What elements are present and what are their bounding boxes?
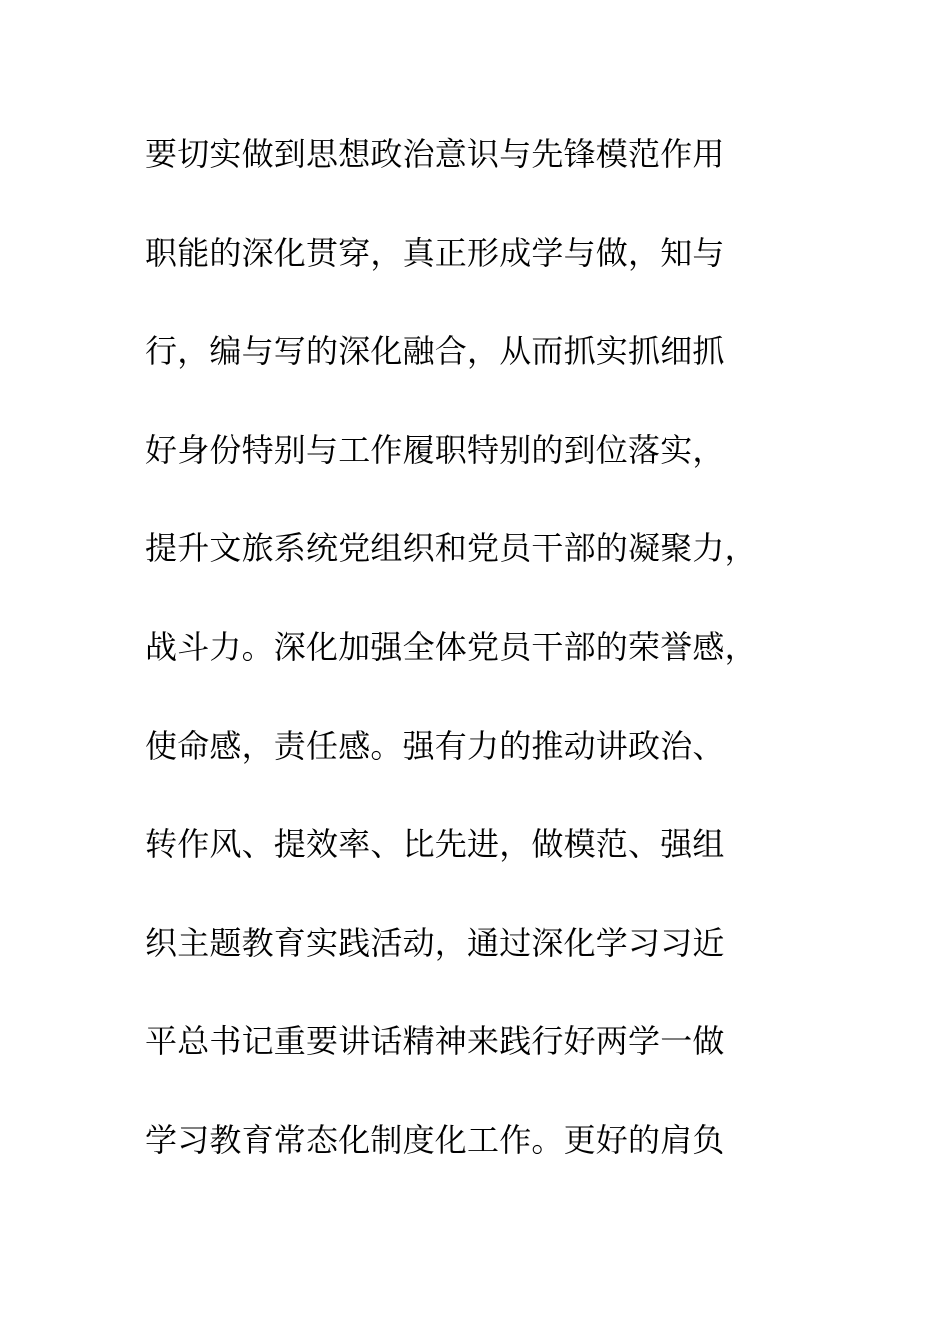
text-line: 使命感，责任感。强有力的推动讲政治、 [145, 726, 725, 765]
text-line: 平总书记重要讲话精神来践行好两学一做 [145, 1022, 725, 1061]
text-line: 要切实做到思想政治意识与先锋模范作用 [145, 135, 725, 173]
text-line: 职能的深化贯穿，真正形成学与做，知与 [145, 233, 725, 272]
text-line: 学习教育常态化制度化工作。更好的肩负 [145, 1120, 725, 1159]
body-paragraph [145, 128, 825, 1213]
text-line: 织主题教育实践活动，通过深化学习习近 [145, 923, 725, 962]
text-line: 提升文旅系统党组织和党员干部的凝聚力， [145, 529, 757, 568]
text-line: 转作风、提效率、比先进，做模范、强组 [145, 825, 725, 864]
text-line: 好身份特别与工作履职特别的到位落实， [145, 430, 725, 469]
text-line: 战斗力。深化加强全体党员干部的荣誉感， [145, 627, 757, 666]
text-line: 行，编与写的深化融合，从而抓实抓细抓 [145, 332, 725, 371]
